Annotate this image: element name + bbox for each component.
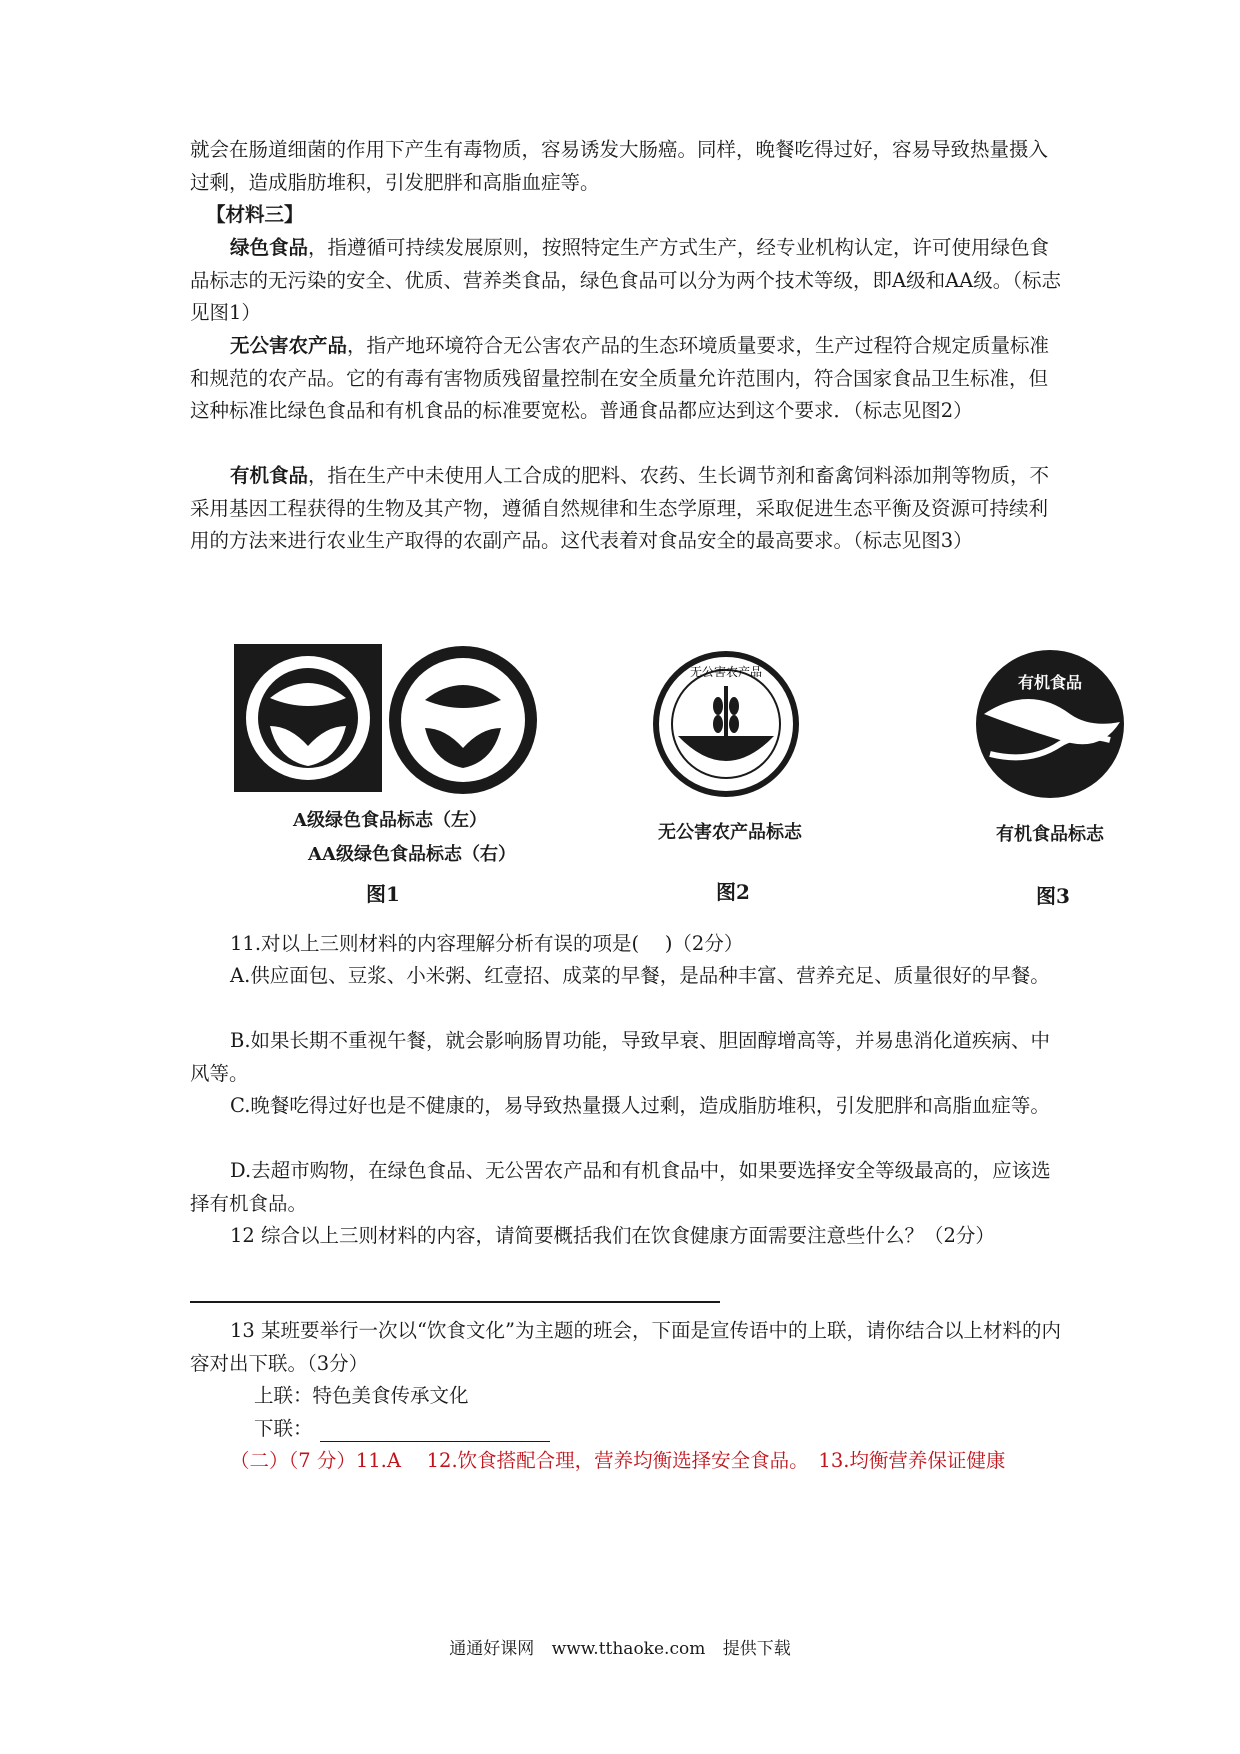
question-11-option-c: C.晚餐吃得过好也是不健康的，易导致热量摄人过剩，造成脂肪堆积，引发肥胖和高脂血症等。 xyxy=(230,1094,1050,1117)
organic-text: ，指在生产中未使用人工合成的肥料、农药、生长调节剂和畜禽饲料添加荆等物质，不采用基因工程获得的生物及其产物，遵循自然规律和生态学原理，采取促进生态平衡及资源可持续利用的方法来进行农业生产取得的农副产品。这代表着对食品安全的最高要求。（标志见图3） xyxy=(190,464,1050,552)
question-12: 12 综合以上三则材料的内容，请简要概括我们在饮食健康方面需要注意些什么？（2分） xyxy=(230,1224,995,1247)
pollution-free-text: ，指产地环境符合无公害农产品的生态环境质量要求，生产过程符合规定质量标准和规范的农产品。它的有毒有害物质残留量控制在安全质量允许范围内，符合国家食品卫生标准，但这种标准比绿色食品和有机食品的标准要宽松。普通食品都应达到这个要求．（标志见图2） xyxy=(190,334,1050,422)
organic-term: 有机食品 xyxy=(230,464,309,487)
fig1-number: 图1 xyxy=(366,882,400,906)
upper-couplet: 上联：特色美食传承文化 xyxy=(254,1384,469,1407)
footer-site-name: 通通好课网 xyxy=(449,1639,535,1659)
green-food-term: 绿色食品 xyxy=(230,236,309,259)
green-food-text: ，指遵循可持续发展原则，按照特定生产方式生产，经专业机构认定，许可使用绿色食品标志的无污染的安全、优质、营养类食品，绿色食品可以分为两个技术等级，即A级和AA级。（标志见图1） xyxy=(190,236,1061,324)
answer-key: （二）（7 分）11.A 12.饮食搭配合理，营养均衡选择安全食品。 13.均衡营养保证健康 xyxy=(230,1449,1006,1472)
answer-line-12 xyxy=(190,1301,720,1303)
pollution-free-logo xyxy=(648,646,804,802)
fig3-number: 图3 xyxy=(1036,884,1070,908)
intro-paragraph: 就会在肠道细菌的作用下产生有毒物质，容易诱发大肠癌。同样，晚餐吃得过好，容易导致热量摄入过剩，造成脂肪堆积，引发肥胖和高脂血症等。 xyxy=(190,138,1049,194)
fig1-caption-line1: A级绿色食品标志（左） xyxy=(293,810,487,831)
lower-couplet-label: 下联： xyxy=(254,1417,313,1440)
page-footer xyxy=(0,1634,1240,1659)
question-11-option-d: D.去超市购物，在绿色食品、无公罟农产品和有机食品中，如果要选择安全等级最高的，应该选择有机食品。 xyxy=(190,1159,1051,1215)
fig2-number: 图2 xyxy=(716,880,750,904)
fig2-caption: 无公害农产品标志 xyxy=(658,822,802,843)
footer-url[interactable]: www.tthaoke.com xyxy=(551,1639,706,1659)
organic-logo-text: 有机食品 xyxy=(1017,673,1083,692)
question-13: 13 某班要举行一次以“饮食文化”为主题的班会，下面是宣传语中的上联，请你结合以上材料的内容对出下联。（3分） xyxy=(190,1319,1061,1375)
fig1-caption-line2: AA级绿色食品标志（右） xyxy=(308,844,516,865)
pollution-free-term: 无公害农产品 xyxy=(230,334,348,357)
organic-food-logo xyxy=(970,644,1130,804)
question-11-option-b: B.如果长期不重视午餐，就会影响肠胃功能，导致早衰、胆固醇增高等，并易患消化道疾病、中风等。 xyxy=(190,1029,1051,1085)
lower-couplet-blank xyxy=(320,1441,550,1442)
organic-paragraph xyxy=(190,460,1062,558)
question-11-stem: 11.对以上三则材料的内容理解分析有误的项是( )（2分） xyxy=(230,932,744,955)
green-food-paragraph xyxy=(190,232,1062,330)
material3-heading: 【材料三】 xyxy=(206,203,304,226)
pollution-free-logo-text: 无公害农产品 xyxy=(689,665,763,679)
fig3-caption: 有机食品标志 xyxy=(996,824,1104,845)
pollution-free-paragraph xyxy=(190,330,1062,428)
question-11-option-a: A.供应面包、豆浆、小米粥、红壹招、成菜的早餐，是品种丰富、营养充足、质量很好的早餐。 xyxy=(230,964,1050,987)
footer-suffix: 提供下载 xyxy=(722,1639,791,1659)
green-food-logo-aa xyxy=(385,640,545,800)
